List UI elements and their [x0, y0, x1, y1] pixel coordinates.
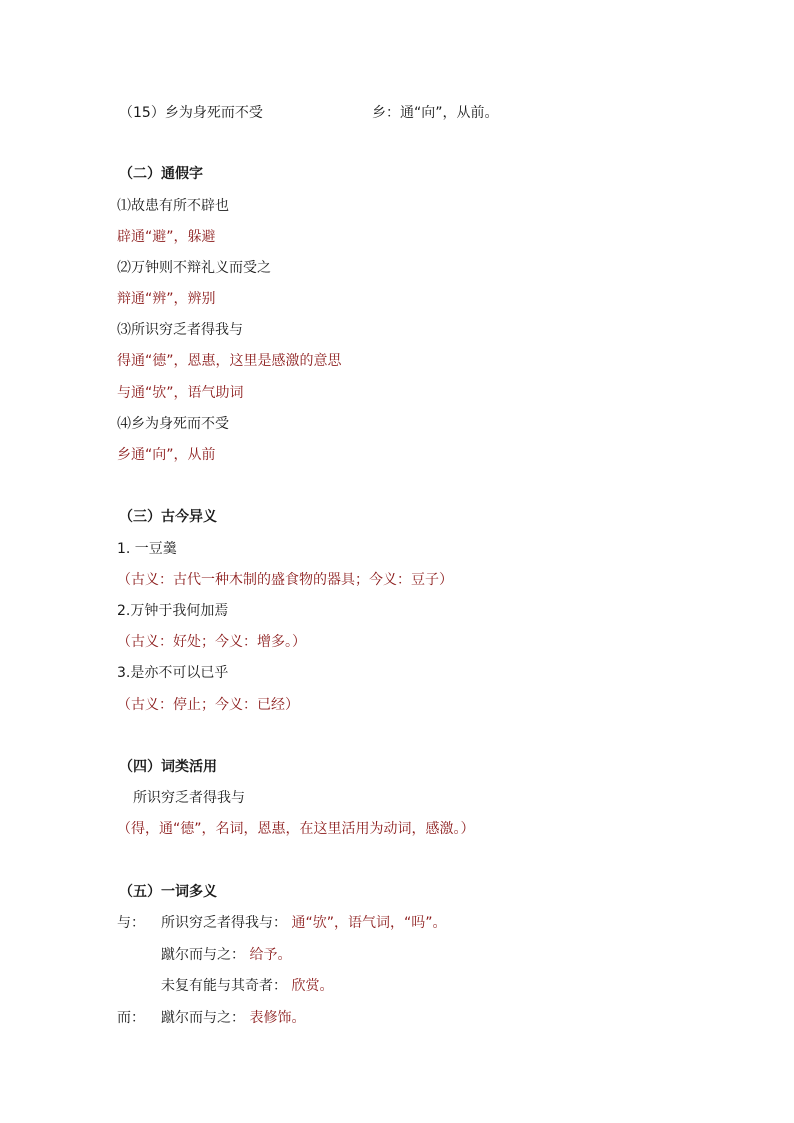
tongjia-a3a: 得通“德”，恩惠，这里是感激的意思	[117, 353, 342, 369]
gujin-a3: （古义：停止；今义：已经）	[117, 697, 299, 713]
tongjia-a2: 辩通“辨”，辨别	[117, 291, 216, 307]
yu-example-1: 所识穷乏者得我与： 通“欤”，语气词，“吗”。	[161, 915, 447, 931]
sentence-15: （15）乡为身死而不受	[119, 105, 263, 121]
huoyong-note: （得，通“德”，名词，恩惠，在这里活用为动词，感激。）	[117, 821, 475, 837]
section-heading-huoyong: （四）词类活用	[119, 759, 217, 775]
word-yu: 与：	[117, 915, 145, 931]
section-heading-gujin: （三）古今异义	[119, 509, 217, 525]
huoyong-sentence: 所识穷乏者得我与	[133, 790, 245, 806]
gujin-q2: 2.万钟于我何加焉	[117, 603, 229, 619]
tongjia-q3: ⑶所识穷乏者得我与	[117, 322, 243, 338]
tongjia-q1: ⑴故患有所不辟也	[117, 198, 229, 214]
section-heading-tongjiazi: （二）通假字	[119, 166, 203, 182]
tongjia-a3b: 与通“欤”，语气助词	[117, 385, 244, 401]
gujin-q1: 1. 一豆羹	[117, 541, 177, 557]
note-15: 乡：通“向”，从前。	[372, 105, 499, 121]
section-heading-yiciduoyi: （五）一词多义	[119, 884, 217, 900]
gujin-q3: 3.是亦不可以已乎	[117, 665, 229, 681]
tongjia-a4: 乡通“向”，从前	[117, 447, 216, 463]
tongjia-q2: ⑵万钟则不辩礼义而受之	[117, 260, 271, 276]
gujin-a2: （古义：好处；今义：增多。）	[117, 634, 306, 650]
tongjia-q4: ⑷乡为身死而不受	[117, 416, 229, 432]
yu-example-2: 蹴尔而与之： 给予。	[161, 947, 292, 963]
er-example-1: 蹴尔而与之： 表修饰。	[161, 1010, 306, 1026]
gujin-a1: （古义：古代一种木制的盛食物的器具；今义：豆子）	[117, 572, 453, 588]
tongjia-a1: 辟通“避”，躲避	[117, 229, 216, 245]
word-er: 而：	[117, 1010, 145, 1026]
yu-example-3: 未复有能与其奇者： 欣赏。	[161, 978, 334, 994]
